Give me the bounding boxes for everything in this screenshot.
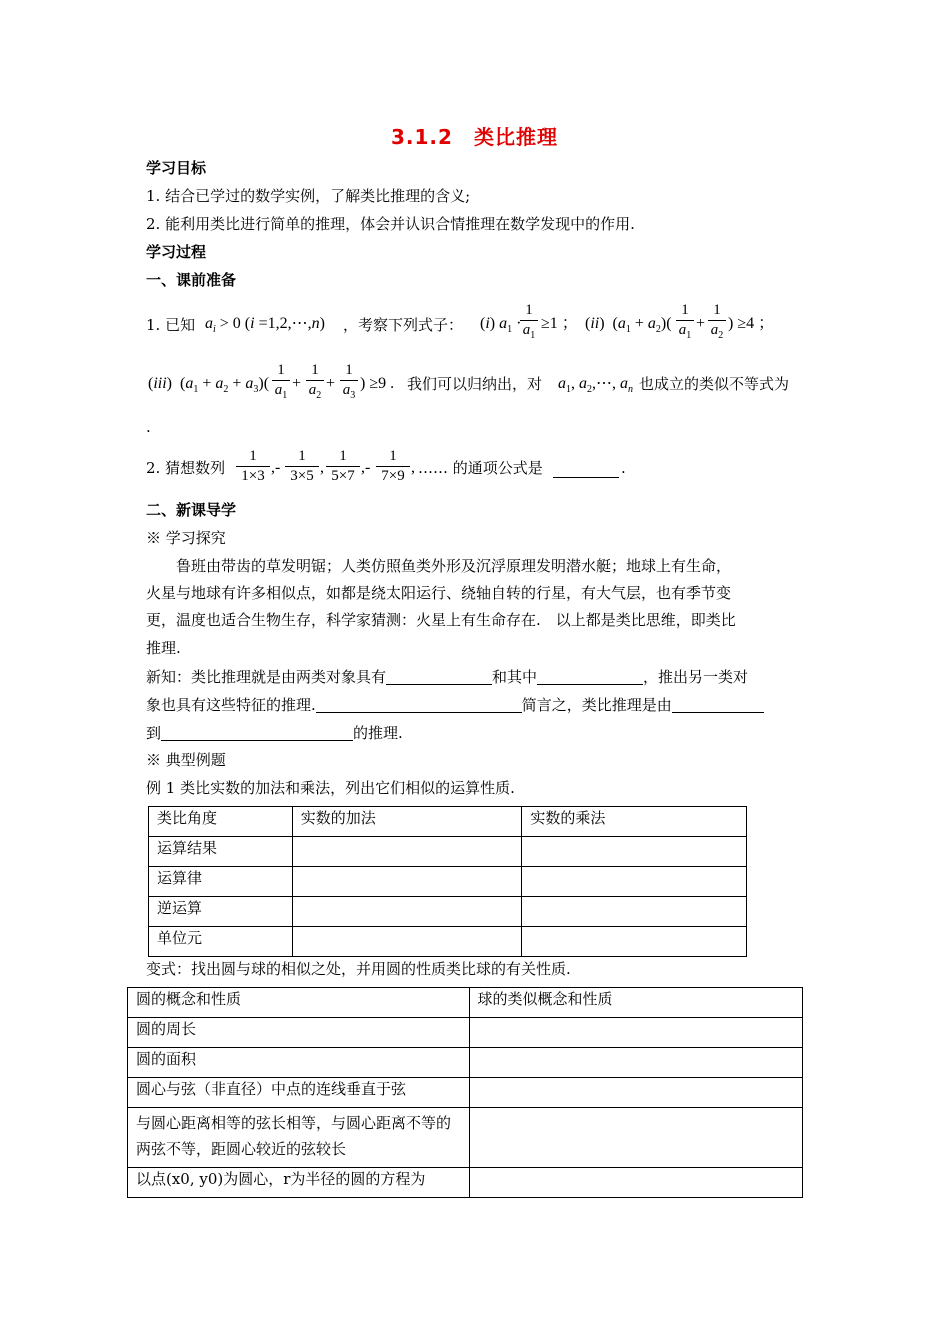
table-cell: 类比角度: [149, 807, 293, 837]
blank-1[interactable]: [386, 669, 492, 685]
q1-seq: $a_1$, $a_2,\cdots$, $a_n$: [558, 375, 633, 396]
table-row: [128, 988, 803, 1018]
process-heading: 学习过程: [146, 243, 207, 261]
knew-text-c: ，推出另一类对: [643, 668, 749, 686]
prep-heading: 一、课前准备: [146, 271, 237, 289]
explore-heading: ※ 学习探究: [146, 529, 226, 547]
knew-line-1: [146, 669, 748, 685]
table-cell: 圆的周长: [128, 1018, 470, 1048]
blank-4[interactable]: [672, 697, 764, 713]
q1-end2: 也成立的类似不等式为: [639, 375, 790, 393]
q1-end: 我们可以归纳出，对: [407, 375, 543, 393]
q2-frac-3: 1 5×7: [326, 449, 360, 484]
table-row: [128, 1108, 803, 1168]
q1-expr-iii-end: ) ≥9 .: [360, 375, 395, 392]
table-cell: 实数的乘法: [522, 807, 747, 837]
table-cell: 实数的加法: [292, 807, 522, 837]
table-2: [127, 987, 803, 1198]
q1-frac-ii-b: 1 $a_2$: [708, 303, 726, 341]
table-row: [128, 1078, 803, 1108]
table-cell[interactable]: [469, 1018, 803, 1048]
q2-prefix: 2. 猜想数列: [146, 459, 226, 477]
q1-expr-iii: (iii) $(a_1 + a_2 + a_3)$(: [148, 375, 270, 396]
q1-frac-iii-a: 1 $a_1$: [272, 363, 290, 401]
q2-end: .: [621, 459, 626, 477]
q2-blank[interactable]: [553, 462, 619, 478]
knew-line-2: [146, 697, 764, 713]
goal-item-2: 2. 能利用类比进行简单的推理，体会并认识合情推理在数学发现中的作用.: [146, 215, 635, 233]
table-cell: 逆运算: [149, 897, 293, 927]
table-row: [149, 897, 747, 927]
q1-expr-i-end: ≥1 ；: [541, 315, 578, 332]
knew-line-3: [146, 725, 403, 741]
knew-text-b: 和其中: [492, 668, 538, 686]
knew2-text-a: 象也具有这些特征的推理.: [146, 696, 316, 714]
q1-frac-i: 1 $a_1$: [520, 303, 538, 341]
table-1: [148, 806, 747, 957]
table-row: [128, 1168, 803, 1198]
table-cell[interactable]: [469, 1078, 803, 1108]
q2-sep-1: ,-: [271, 459, 281, 476]
q1-expr-ii: (ii) $(a_1 + a_2)$(: [585, 315, 672, 336]
q2-frac-1: 1 1×3: [236, 449, 270, 484]
table-cell: 圆的概念和性质: [128, 988, 470, 1018]
q2-frac-2: 1 3×5: [285, 449, 319, 484]
goal-item-1: 1. 结合已学过的数学实例，了解类比推理的含义;: [146, 187, 471, 205]
table-cell[interactable]: [469, 1108, 803, 1168]
goals-heading: 学习目标: [146, 159, 207, 177]
table-cell[interactable]: [292, 927, 522, 957]
knew3-text-b: 的推理.: [353, 724, 403, 742]
knew2-text-b: 简言之，类比推理是由: [521, 696, 672, 714]
q2-sep-2: ,: [320, 459, 324, 476]
q1-mid: ，考察下列式子：: [343, 316, 464, 334]
q1-plus: +: [696, 315, 706, 332]
table-row: [128, 1048, 803, 1078]
table-cell[interactable]: [522, 837, 747, 867]
example-1-text: 例 1 类比实数的加法和乘法，列出它们相似的运算性质.: [146, 779, 515, 797]
table-row: [149, 867, 747, 897]
q1-plus-3: +: [326, 375, 336, 392]
table-row: [149, 807, 747, 837]
q2-frac-4: 1 7×9: [376, 449, 410, 484]
table-row: [149, 927, 747, 957]
table-cell[interactable]: [292, 897, 522, 927]
page-title: 3.1.2 类比推理: [391, 125, 558, 149]
q1-expr-i: (i) $a_1$ ·: [480, 315, 522, 336]
q1-plus-2: +: [292, 375, 302, 392]
table-cell[interactable]: [522, 897, 747, 927]
table-cell[interactable]: [522, 927, 747, 957]
table-cell: 圆的面积: [128, 1048, 470, 1078]
table-cell: 圆心与弦（非直径）中点的连线垂直于弦: [128, 1078, 470, 1108]
q1-frac-ii-a: 1 $a_1$: [676, 303, 694, 341]
table-cell: 以点(x0, y0)为圆心，r为半径的圆的方程为: [128, 1168, 470, 1198]
variant-text: 变式：找出圆与球的相似之处，并用圆的性质类比球的有关性质.: [146, 960, 571, 978]
q1-frac-iii-c: 1 $a_3$: [340, 363, 358, 401]
q1-prefix: 1. 已知: [146, 316, 196, 334]
table-cell[interactable]: [292, 837, 522, 867]
para-line-2: 火星与地球有许多相似点，如都是绕太阳运行、绕轴自转的行星，有大气层，也有季节变: [146, 584, 732, 602]
q1-condition: $a_i > 0$ (i =1,2,⋯,n): [205, 315, 325, 336]
para-line-1: 鲁班由带齿的草发明锯；人类仿照鱼类外形及沉浮原理发明潜水艇；地球上有生命，: [176, 557, 732, 575]
blank-3[interactable]: [316, 697, 522, 713]
table-cell: 运算律: [149, 867, 293, 897]
table-cell: 运算结果: [149, 837, 293, 867]
table-cell[interactable]: [469, 1048, 803, 1078]
para-line-4: 推理.: [146, 639, 181, 657]
q1-dot: .: [146, 418, 151, 436]
knew3-text-a: 到: [146, 724, 162, 742]
q2-sep-4: ,: [411, 459, 415, 476]
q2-suffix: …… 的通项公式是: [418, 459, 543, 477]
q2-sep-3: ,-: [361, 459, 371, 476]
blank-2[interactable]: [537, 669, 643, 685]
table-cell[interactable]: [522, 867, 747, 897]
table-cell: 单位元: [149, 927, 293, 957]
examples-heading: ※ 典型例题: [146, 751, 226, 769]
table-cell: 球的类似概念和性质: [469, 988, 803, 1018]
q1-expr-ii-end: ) ≥4 ；: [728, 315, 775, 332]
blank-5[interactable]: [161, 725, 353, 741]
table-cell: 与圆心距离相等的弦长相等，与圆心距离不等的两弦不等，距圆心较近的弦较长: [128, 1108, 470, 1168]
knew-text-a: 新知：类比推理就是由两类对象具有: [146, 668, 387, 686]
table-row: [128, 1018, 803, 1048]
q1-frac-iii-b: 1 $a_2$: [306, 363, 324, 401]
table-cell[interactable]: [469, 1168, 803, 1198]
table-cell[interactable]: [292, 867, 522, 897]
newlesson-heading: 二、新课导学: [146, 501, 237, 519]
para-line-3: 更，温度也适合生物生存，科学家猜测：火星上有生命存在. 以上都是类比思维，即类比: [146, 611, 736, 629]
table-row: [149, 837, 747, 867]
